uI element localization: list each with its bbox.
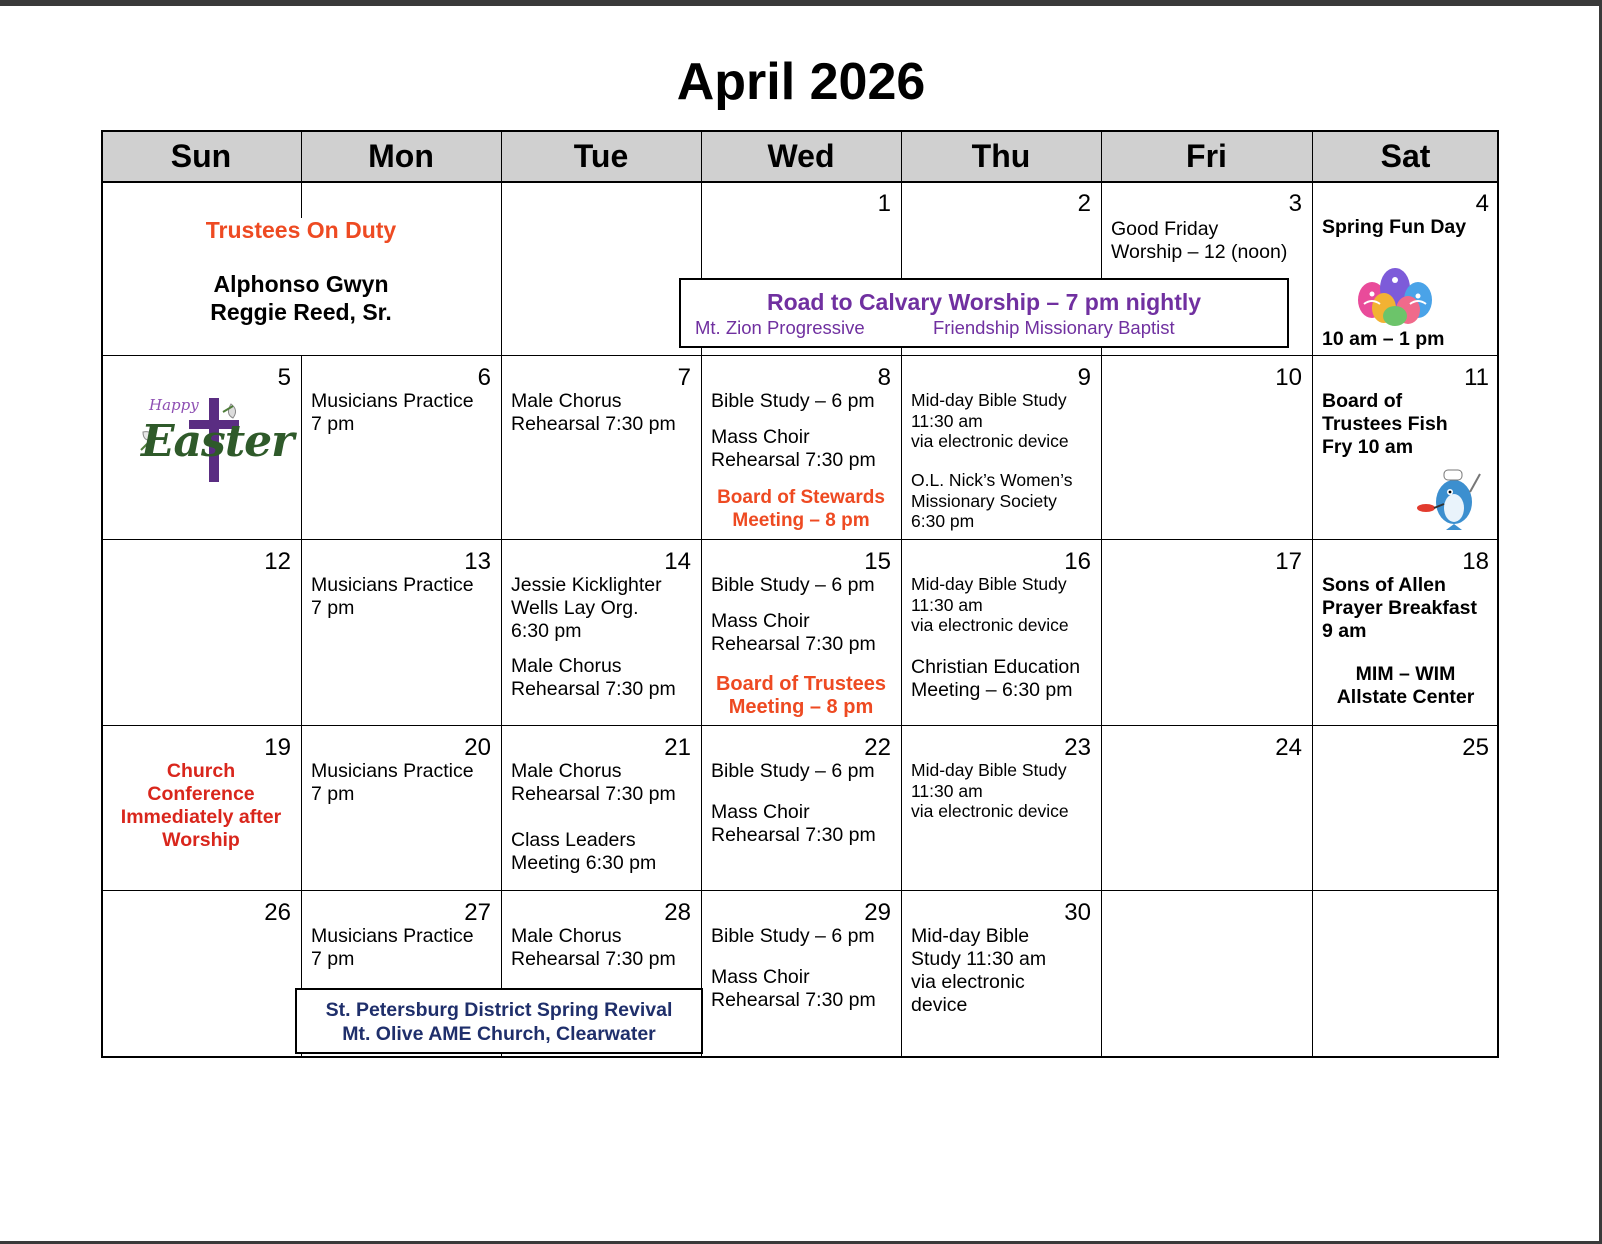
- event-sons-of-allen: Sons of Allen Prayer Breakfast 9 am: [1322, 574, 1478, 642]
- calendar-grid: [101, 130, 1499, 1058]
- day-number: 22: [864, 734, 891, 761]
- day-cell-23[interactable]: [901, 726, 1101, 890]
- day-cell-22[interactable]: [701, 726, 901, 890]
- day-cell-30[interactable]: [901, 891, 1101, 1056]
- day-number: 24: [1275, 734, 1302, 761]
- day-cell-25[interactable]: [1312, 726, 1499, 890]
- fish-chef-icon: [1414, 462, 1484, 532]
- grid-line: [701, 130, 702, 182]
- day-number: 13: [464, 548, 491, 575]
- event-musicians-practice: Musicians Practice 7 pm: [311, 760, 474, 805]
- day-number: 30: [1064, 899, 1091, 926]
- event-christian-education: Christian Education Meeting – 6:30 pm: [911, 656, 1081, 701]
- weekday-mon: Mon: [368, 138, 434, 174]
- day-number: 16: [1064, 548, 1091, 575]
- day-number: 12: [264, 548, 291, 575]
- event-bible-study: Bible Study – 6 pm: [711, 390, 875, 412]
- easter-text: Easter: [141, 416, 294, 467]
- grid-line: [301, 130, 302, 182]
- weekday-thu: Thu: [971, 138, 1031, 174]
- day-number: 4: [1475, 190, 1489, 217]
- easter-eggs-icon: [1350, 248, 1440, 326]
- day-number: 2: [1077, 190, 1091, 217]
- event-spring-fun-time: 10 am – 1 pm: [1322, 328, 1445, 350]
- day-number: 18: [1462, 548, 1489, 575]
- day-cell-16[interactable]: [901, 540, 1101, 725]
- grid-line: [301, 182, 302, 218]
- event-midday-bible-study: Mid-day Bible Study 11:30 am via electronic device: [911, 390, 1069, 451]
- day-cell-26[interactable]: [101, 891, 301, 1056]
- day-cell-18[interactable]: [1312, 540, 1499, 725]
- weekday-sun: Sun: [170, 138, 232, 174]
- day-number: 1: [877, 190, 891, 217]
- event-fish-fry: Board of Trustees Fish Fry 10 am: [1322, 390, 1448, 458]
- trustee-name: Reggie Reed, Sr.: [210, 299, 392, 325]
- weekday-wed: Wed: [767, 138, 835, 174]
- day-number: 5: [277, 364, 291, 391]
- page-title: April 2026: [676, 53, 926, 111]
- event-midday-bible-study: Mid-day Bible Study 11:30 am via electronic device: [911, 925, 1047, 1016]
- day-cell-4[interactable]: [1312, 182, 1499, 355]
- event-musicians-practice: Musicians Practice 7 pm: [311, 925, 474, 970]
- event-bible-study: Bible Study – 6 pm: [711, 925, 875, 947]
- day-number: 8: [877, 364, 891, 391]
- grid-line: [101, 130, 1499, 132]
- trustee-name: Alphonso Gwyn: [213, 271, 389, 297]
- day-cell-21[interactable]: [501, 726, 701, 890]
- day-number: 28: [664, 899, 691, 926]
- day-cell-5[interactable]: [101, 356, 301, 539]
- day-cell-13[interactable]: [301, 540, 501, 725]
- day-cell-14[interactable]: [501, 540, 701, 725]
- day-number: 29: [864, 899, 891, 926]
- grid-line: [101, 1056, 1499, 1058]
- day-number: 21: [664, 734, 691, 761]
- grid-line: [1312, 130, 1313, 182]
- event-board-of-stewards: Board of Stewards Meeting – 8 pm: [717, 487, 885, 531]
- event-midday-bible-study: Mid-day Bible Study 11:30 am via electronic device: [911, 760, 1069, 821]
- day-number: 7: [677, 364, 691, 391]
- day-number: 11: [1464, 364, 1489, 391]
- event-board-of-trustees: Board of Trustees Meeting – 8 pm: [715, 673, 887, 718]
- event-male-chorus: Male Chorus Rehearsal 7:30 pm: [511, 925, 676, 970]
- day-cell-11[interactable]: [1312, 356, 1499, 539]
- event-mass-choir: Mass Choir Rehearsal 7:30 pm: [711, 966, 876, 1011]
- event-male-chorus: Male Chorus Rehearsal 7:30 pm: [511, 760, 676, 805]
- event-male-chorus: Male Chorus Rehearsal 7:30 pm: [511, 655, 676, 700]
- banner-host-left: Mt. Zion Progressive: [695, 317, 865, 338]
- day-number: 14: [664, 548, 691, 575]
- event-male-chorus: Male Chorus Rehearsal 7:30 pm: [511, 390, 676, 435]
- day-number: 19: [264, 734, 291, 761]
- day-number: 17: [1275, 548, 1302, 575]
- grid-line: [501, 130, 502, 182]
- day-number: 23: [1064, 734, 1091, 761]
- event-bible-study: Bible Study – 6 pm: [711, 760, 875, 782]
- day-number: 27: [464, 899, 491, 926]
- happy-easter-graphic: [127, 392, 294, 488]
- road-to-calvary-banner: [679, 278, 1289, 348]
- day-cell-empty: [1101, 891, 1312, 1056]
- day-number: 3: [1288, 190, 1302, 217]
- event-musicians-practice: Musicians Practice 7 pm: [311, 574, 474, 619]
- day-cell-10[interactable]: [1101, 356, 1312, 539]
- event-mass-choir: Mass Choir Rehearsal 7:30 pm: [711, 801, 876, 846]
- day-cell-9[interactable]: [901, 356, 1101, 539]
- day-number: 6: [477, 364, 491, 391]
- day-cell-20[interactable]: [301, 726, 501, 890]
- revival-line-1: St. Petersburg District Spring Revival: [325, 999, 673, 1021]
- weekday-fri: Fri: [1186, 138, 1227, 174]
- spring-revival-banner: [295, 988, 703, 1054]
- trustees-on-duty-heading: Trustees On Duty: [205, 217, 397, 243]
- event-class-leaders: Class Leaders Meeting 6:30 pm: [511, 829, 657, 874]
- banner-host-right: Friendship Missionary Baptist: [933, 317, 1175, 338]
- day-number: 25: [1462, 734, 1489, 761]
- event-bible-study: Bible Study – 6 pm: [711, 574, 875, 596]
- event-good-friday: Good Friday Worship – 12 (noon): [1111, 218, 1288, 263]
- event-spring-fun-day: Spring Fun Day: [1322, 216, 1467, 238]
- event-jessie-kicklighter: Jessie Kicklighter Wells Lay Org. 6:30 pm: [511, 574, 662, 642]
- event-ol-nick-society: O.L. Nick’s Women’s Missionary Society 6:30 pm: [911, 470, 1073, 531]
- event-mass-choir: Mass Choir Rehearsal 7:30 pm: [711, 426, 876, 471]
- day-number: 15: [864, 548, 891, 575]
- window-top-border: [0, 0, 1602, 6]
- day-cell-empty: [1312, 891, 1499, 1056]
- day-cell-24[interactable]: [1101, 726, 1312, 890]
- revival-line-2: Mt. Olive AME Church, Clearwater: [342, 1023, 656, 1045]
- weekday-tue: Tue: [573, 138, 629, 174]
- day-cell-8[interactable]: [701, 356, 901, 539]
- easter-happy-text: Happy: [149, 396, 199, 414]
- day-cell-29[interactable]: [701, 891, 901, 1056]
- day-cell-15[interactable]: [701, 540, 901, 725]
- event-church-conference: Church Conference Immediately after Worship: [120, 760, 282, 851]
- day-cell-6[interactable]: [301, 356, 501, 539]
- day-cell-7[interactable]: [501, 356, 701, 539]
- event-mass-choir: Mass Choir Rehearsal 7:30 pm: [711, 610, 876, 655]
- day-cell-17[interactable]: [1101, 540, 1312, 725]
- grid-line: [1101, 130, 1102, 182]
- day-cell-12[interactable]: [101, 540, 301, 725]
- banner-title: Road to Calvary Worship – 7 pm nightly: [766, 289, 1202, 315]
- day-number: 20: [464, 734, 491, 761]
- day-number: 9: [1077, 364, 1091, 391]
- event-midday-bible-study: Mid-day Bible Study 11:30 am via electronic device: [911, 574, 1069, 635]
- day-cell-19[interactable]: [101, 726, 301, 890]
- grid-line: [501, 182, 502, 356]
- grid-line: [901, 130, 902, 182]
- day-number: 26: [264, 899, 291, 926]
- event-mim-wim: MIM – WIM Allstate Center: [1336, 663, 1475, 708]
- event-musicians-practice: Musicians Practice 7 pm: [311, 390, 474, 435]
- day-number: 10: [1275, 364, 1302, 391]
- weekday-sat: Sat: [1380, 138, 1431, 174]
